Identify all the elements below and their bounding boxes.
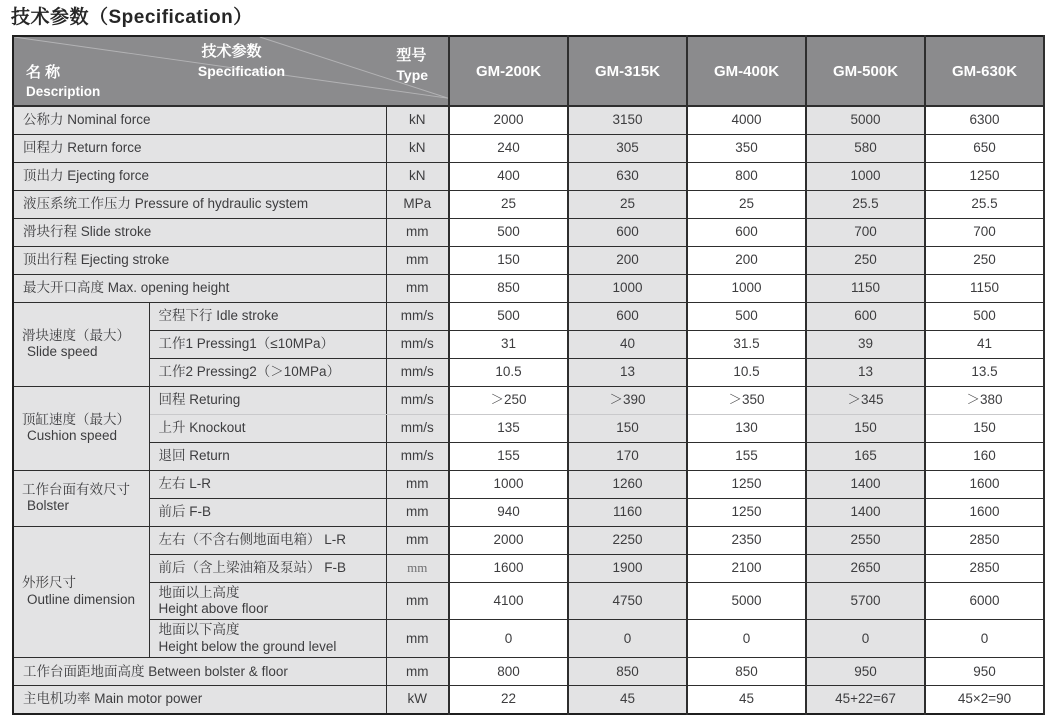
row-label: 液压系统工作压力 Pressure of hydraulic system [13,190,386,218]
value-cell: 6300 [925,106,1044,134]
table-body [13,106,1044,714]
value-cell: ＞380 [925,386,1044,414]
unit-cell: mm [386,274,449,302]
table-row [13,470,1044,498]
value-cell: 350 [687,134,806,162]
value-cell: 25 [568,190,687,218]
row-label: 滑块行程 Slide stroke [13,218,386,246]
value-cell: 13 [806,358,925,386]
row-label: 公称力 Nominal force [13,106,386,134]
value-cell: 25 [687,190,806,218]
table-row [13,190,1044,218]
value-cell: 150 [449,246,568,274]
corner-header-cell [13,36,449,106]
row-label: 回程力 Return force [13,134,386,162]
value-cell: 1000 [806,162,925,190]
value-cell: 1400 [806,498,925,526]
value-cell: 940 [449,498,568,526]
value-cell: 600 [568,302,687,330]
group-label: 顶缸速度（最大） Cushion speed [13,386,149,470]
corner-type-zh: 型号 [396,47,427,64]
unit-cell: kW [386,686,449,714]
unit-cell: mm/s [386,302,449,330]
unit-cell: mm/s [386,330,449,358]
model-header-gm-500k: GM-500K [806,36,925,106]
value-cell: 1600 [449,554,568,582]
value-cell: ＞390 [568,386,687,414]
model-header-gm-315k: GM-315K [568,36,687,106]
value-cell: ＞350 [687,386,806,414]
row-sub-label: 前后（含上梁油箱及泵站） F-B [149,554,386,582]
unit-cell: mm/s [386,442,449,470]
value-cell: 700 [925,218,1044,246]
value-cell: 10.5 [687,358,806,386]
corner-description-label [26,63,100,101]
model-header-gm-630k: GM-630K [925,36,1044,106]
value-cell: ＞345 [806,386,925,414]
value-cell: 600 [687,218,806,246]
value-cell: 155 [449,442,568,470]
value-cell: 1150 [925,274,1044,302]
row-sub-label: 上升 Knockout [149,414,386,442]
row-sub-label: 前后 F-B [149,498,386,526]
value-cell: 25 [449,190,568,218]
table-row [13,526,1044,554]
value-cell: 2350 [687,526,806,554]
value-cell: 2850 [925,554,1044,582]
unit-cell: mm [386,582,449,620]
value-cell: 2550 [806,526,925,554]
unit-cell: mm [386,554,449,582]
value-cell: 2850 [925,526,1044,554]
value-cell: 170 [568,442,687,470]
table-row [13,246,1044,274]
value-cell: 25.5 [806,190,925,218]
value-cell: 160 [925,442,1044,470]
value-cell: 6000 [925,582,1044,620]
value-cell: 130 [687,414,806,442]
value-cell: 800 [449,658,568,686]
header-row [13,36,1044,106]
row-sub-label: 左右（不含右侧地面电箱） L-R [149,526,386,554]
value-cell: 2250 [568,526,687,554]
corner-specification-label [119,42,344,82]
row-sub-label: 地面以上高度 Height above floor [149,582,386,620]
table-row [13,620,1044,658]
value-cell: 700 [806,218,925,246]
corner-specification-en: Specification [197,63,286,79]
model-header-gm-200k: GM-200K [449,36,568,106]
value-cell: 150 [568,414,687,442]
value-cell: 250 [925,246,1044,274]
value-cell: 4000 [687,106,806,134]
group-label: 工作台面有效尺寸 Bolster [13,470,149,526]
value-cell: 13 [568,358,687,386]
value-cell: 155 [687,442,806,470]
value-cell: 1600 [925,498,1044,526]
unit-cell: mm [386,620,449,658]
value-cell: 45 [687,686,806,714]
value-cell: 2000 [449,106,568,134]
value-cell: 850 [449,274,568,302]
row-sub-label: 空程下行 Idle stroke [149,302,386,330]
table-row [13,442,1044,470]
unit-cell: MPa [386,190,449,218]
unit-cell: kN [386,162,449,190]
value-cell: 1000 [449,470,568,498]
value-cell: 500 [449,218,568,246]
table-row [13,218,1044,246]
value-cell: 1400 [806,470,925,498]
value-cell: 950 [806,658,925,686]
row-label: 顶出力 Ejecting force [13,162,386,190]
value-cell: 5700 [806,582,925,620]
value-cell: 1900 [568,554,687,582]
value-cell: 4750 [568,582,687,620]
table-row [13,658,1044,686]
unit-cell: kN [386,106,449,134]
value-cell: 500 [687,302,806,330]
value-cell: 2650 [806,554,925,582]
value-cell: 850 [568,658,687,686]
table-row [13,498,1044,526]
corner-description-zh: 名 称 [26,63,61,81]
value-cell: 5000 [806,106,925,134]
value-cell: 150 [925,414,1044,442]
corner-type-en: Type [396,67,429,83]
table-row [13,686,1044,714]
value-cell: 10.5 [449,358,568,386]
table-row [13,582,1044,620]
model-header-gm-400k: GM-400K [687,36,806,106]
group-label: 滑块速度（最大） Slide speed [13,302,149,386]
page-title: 技术参数（Specification） [11,7,253,28]
value-cell: 1250 [687,498,806,526]
row-label: 主电机功率 Main motor power [13,686,386,714]
value-cell: 1000 [687,274,806,302]
value-cell: 2000 [449,526,568,554]
unit-cell: mm [386,246,449,274]
value-cell: 41 [925,330,1044,358]
value-cell: 580 [806,134,925,162]
unit-cell: mm/s [386,414,449,442]
value-cell: 45×2=90 [925,686,1044,714]
table-row [13,330,1044,358]
table-row [13,274,1044,302]
corner-description-en: Description [26,83,101,99]
value-cell: 600 [568,218,687,246]
value-cell: 200 [568,246,687,274]
value-cell: 25.5 [925,190,1044,218]
value-cell: 0 [806,620,925,658]
value-cell: 1600 [925,470,1044,498]
value-cell: 200 [687,246,806,274]
value-cell: 800 [687,162,806,190]
value-cell: 45+22=67 [806,686,925,714]
value-cell: 1150 [806,274,925,302]
value-cell: 4100 [449,582,568,620]
value-cell: 1000 [568,274,687,302]
value-cell: 650 [925,134,1044,162]
row-label: 最大开口高度 Max. opening height [13,274,386,302]
row-sub-label: 左右 L-R [149,470,386,498]
unit-cell: mm [386,658,449,686]
row-label: 顶出行程 Ejecting stroke [13,246,386,274]
value-cell: 165 [806,442,925,470]
value-cell: 500 [449,302,568,330]
group-label: 外形尺寸 Outline dimension [13,526,149,658]
unit-cell: mm [386,526,449,554]
value-cell: 2100 [687,554,806,582]
value-cell: 305 [568,134,687,162]
table-row [13,106,1044,134]
value-cell: 630 [568,162,687,190]
row-sub-label: 工作1 Pressing1（≤10MPa） [149,330,386,358]
unit-cell: mm [386,218,449,246]
value-cell: 850 [687,658,806,686]
value-cell: 500 [925,302,1044,330]
value-cell: 400 [449,162,568,190]
value-cell: 5000 [687,582,806,620]
value-cell: 40 [568,330,687,358]
value-cell: 0 [925,620,1044,658]
row-label: 工作台面距地面高度 Between bolster & floor [13,658,386,686]
table-row [13,386,1044,414]
value-cell: 0 [687,620,806,658]
unit-cell: mm/s [386,358,449,386]
table-row [13,302,1044,330]
value-cell: 22 [449,686,568,714]
value-cell: 31.5 [687,330,806,358]
value-cell: 250 [806,246,925,274]
value-cell: 0 [449,620,568,658]
value-cell: 0 [568,620,687,658]
table-header [13,36,1044,106]
table-row [13,554,1044,582]
corner-type-label [396,46,428,86]
unit-cell: kN [386,134,449,162]
corner-specification-zh: 技术参数 [201,43,262,60]
unit-cell: mm [386,498,449,526]
row-sub-label: 回程 Returing [149,386,386,414]
value-cell: 150 [806,414,925,442]
unit-cell: mm [386,470,449,498]
value-cell: 39 [806,330,925,358]
table-row [13,134,1044,162]
value-cell: 1250 [687,470,806,498]
value-cell: 13.5 [925,358,1044,386]
spec-table [12,35,1045,715]
unit-cell: mm/s [386,386,449,414]
row-sub-label: 地面以下高度 Height below the ground level [149,620,386,658]
table-row [13,414,1044,442]
value-cell: 135 [449,414,568,442]
value-cell: 950 [925,658,1044,686]
value-cell: 600 [806,302,925,330]
row-sub-label: 工作2 Pressing2（＞10MPa） [149,358,386,386]
value-cell: 1160 [568,498,687,526]
value-cell: 31 [449,330,568,358]
value-cell: 1250 [925,162,1044,190]
table-row [13,358,1044,386]
value-cell: 3150 [568,106,687,134]
table-row [13,162,1044,190]
value-cell: 1260 [568,470,687,498]
value-cell: 45 [568,686,687,714]
value-cell: 240 [449,134,568,162]
row-sub-label: 退回 Return [149,442,386,470]
value-cell: ＞250 [449,386,568,414]
